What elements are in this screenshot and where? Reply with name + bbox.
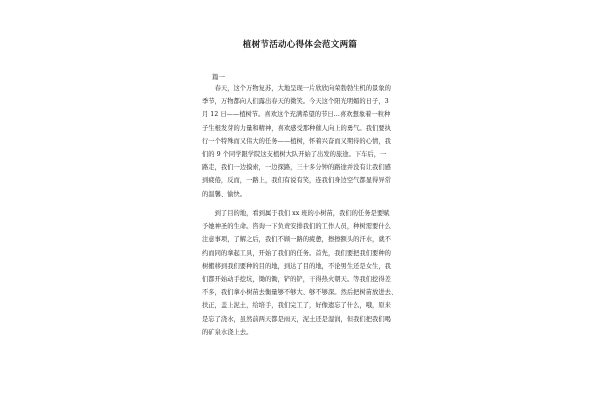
paragraph-line: 不多，我们拿小树苗去衡量够不够大、够不够深。然后把树苗放进去、 [202,289,398,297]
paragraph-line: 是忘了浇水，虽然前两天都是雨天，泥土还是湿润，但我们把我们喝 [202,315,391,323]
paragraph-line: 的矿泉水浇上去。 [202,328,253,336]
paragraph-line: 们都开始动手挖坑，锄的锄，铲的铲，干得热火朝天。等我们挖得差 [202,275,391,283]
section-heading: 篇一 [212,73,225,81]
paragraph-line: 季节，万物都向人们露出春天的微笑。今天这个阳光明媚的日子，3 [202,98,389,106]
paragraph-1 [202,82,402,201]
paragraph-line: 到了目的地，看到属于我们 xx 班的小树苗，我们的任务是要赋 [202,210,390,217]
paragraph-line: 注意事项，了解之后，我们不顾一路的疲惫，擦擦额头的汗水，就不 [202,236,391,244]
paragraph-line: 扶正，盖上泥土，给培手，我们完工了，好像遗忘了什么，哦，原来 [202,302,391,310]
paragraph-line: 春天，这个万物复苏，大地呈现一片欣欣向荣勃勃生机的景象的 [202,85,391,92]
paragraph-line: 行一个特殊而又伟大的任务——植树，怀着兴奋而又期待的心情，我 [202,137,391,145]
paragraph-line: 月 12 日——植树节。喜欢这个充满希望的节日…喜欢想象着一粒种 [202,111,391,119]
paragraph-line: 树搬移到我们要种的目的地，到达了目的地，不论男生还是女生，我 [202,262,391,270]
paragraph-line: 子生根发芽的力量和精神，喜欢感受那种催人向上的勇气。我们要执 [202,124,391,132]
paragraph-line: 的温馨、愉快。 [202,190,247,198]
paragraph-line: 路走，我们一边摸索，一边探路，三十多分钟的路途并没有让我们感 [202,164,391,172]
document-title: 植树节活动心得体会范文两篇 [242,40,358,50]
paragraph-line: 到疲倦，反而，一路上，我们有说有笑，连我们身边空气都显得异常 [202,177,391,185]
paragraph-line: 予她神圣的生命。咨询一下负责安排我们的工作人员，种树需要什么 [202,223,391,231]
paragraph-line: 们的 9 个同学跟学院这支植树大队开始了出发的旅途。下车后，一 [202,150,387,158]
paragraph-2 [202,207,402,339]
paragraph-line: 约而同的拿起工具，开始了我们的任务。首先，我们要把我们要种的 [202,249,391,257]
